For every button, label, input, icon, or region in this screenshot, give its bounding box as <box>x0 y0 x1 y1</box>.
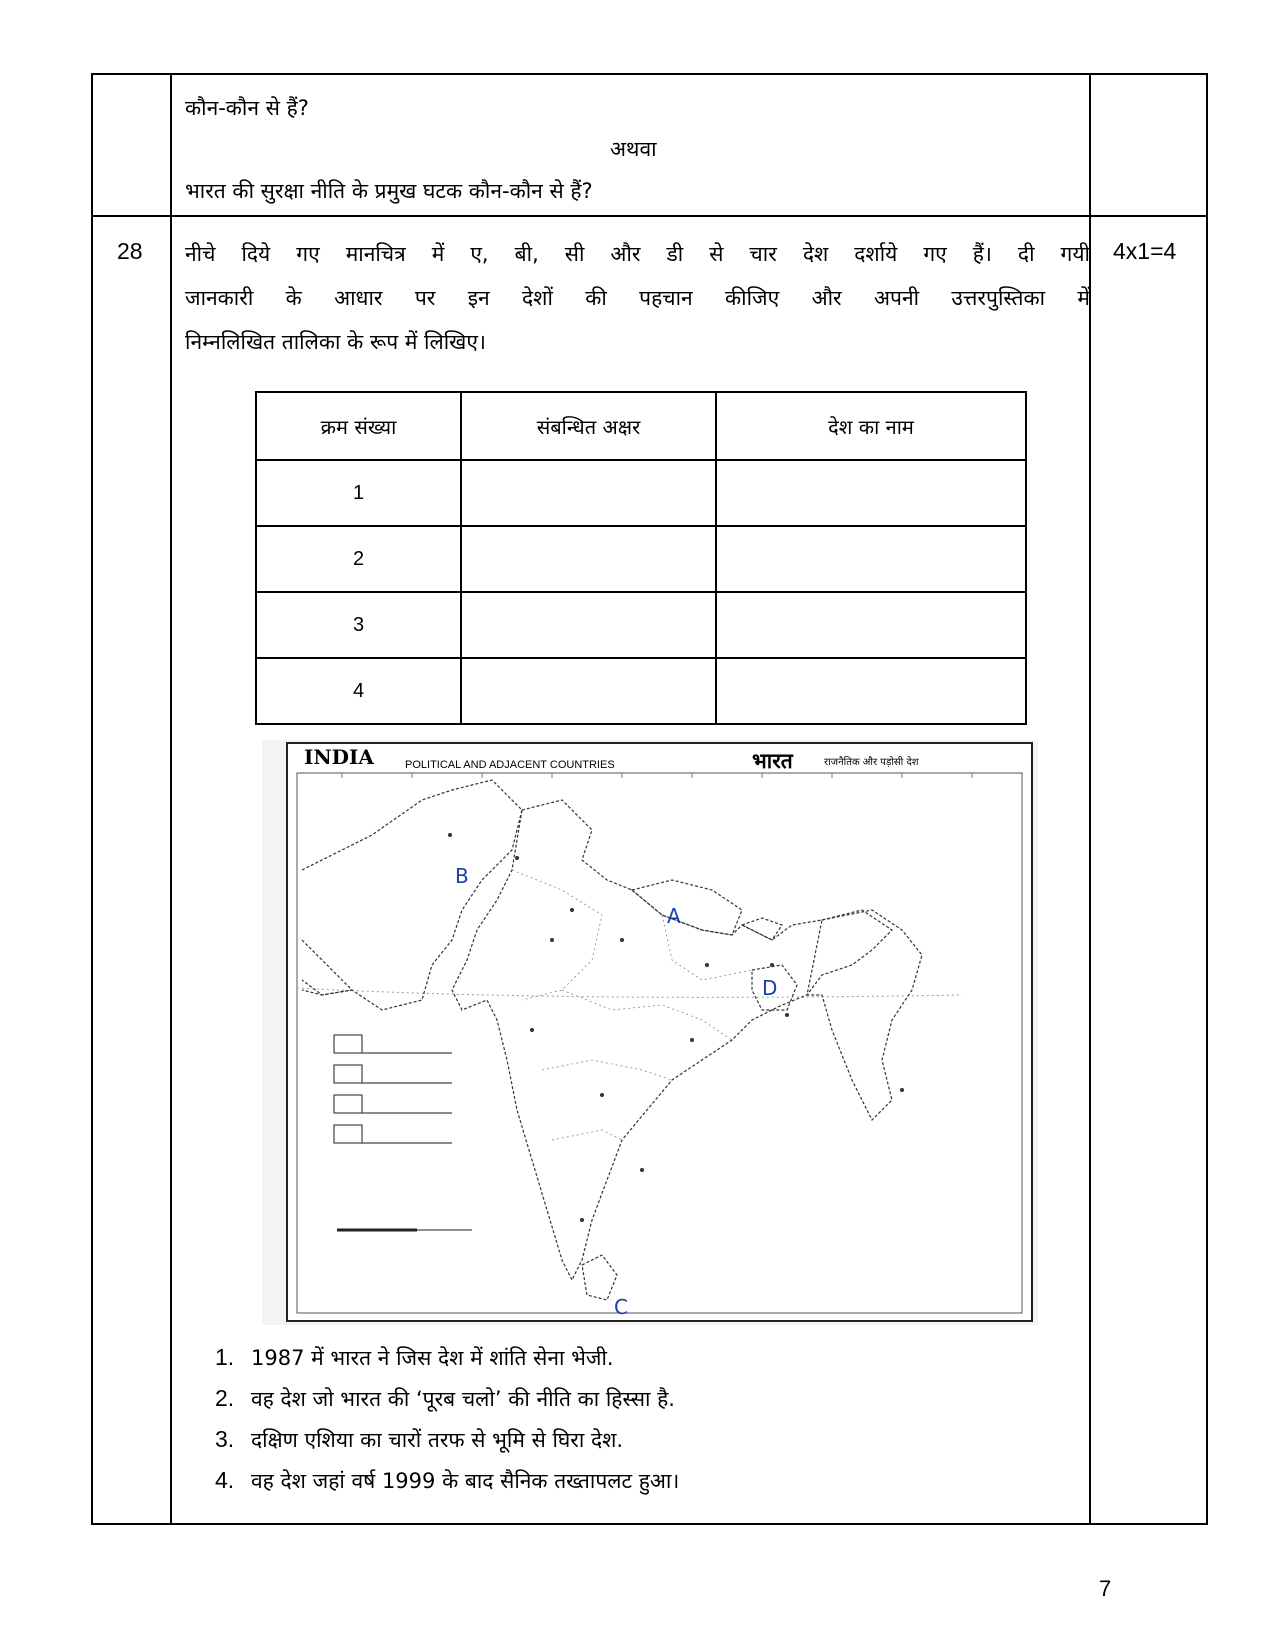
bottom-rule <box>91 1523 1208 1525</box>
list-item <box>215 1378 679 1419</box>
question-marks: 4x1=4 <box>1113 238 1177 264</box>
clue-number: 3. <box>215 1426 235 1452</box>
column-divider-number <box>170 73 172 1523</box>
header-country: देश का नाम <box>716 392 1026 460</box>
header-letter: संबन्धित अक्षर <box>461 392 716 460</box>
header-serial: क्रम संख्या <box>256 392 461 460</box>
clue-text: दक्षिण एशिया का चारों तरफ से भूमि से घिरा देश. <box>251 1428 624 1452</box>
clue-list <box>215 1337 679 1501</box>
clue-number: 1. <box>215 1344 235 1370</box>
table-row <box>256 460 1026 526</box>
map-label-b: B <box>455 864 469 888</box>
country-cell <box>716 658 1026 724</box>
question-number: 28 <box>117 238 143 264</box>
map-label-d: D <box>762 976 778 1000</box>
letter-cell <box>461 592 716 658</box>
list-item <box>215 1337 679 1378</box>
map-border <box>287 743 1032 1321</box>
map-subtitle-en: POLITICAL AND ADJACENT COUNTRIES <box>405 759 615 771</box>
clue-text: वह देश जो भारत की ‘पूरब चलो’ की नीति का हिस्सा है. <box>251 1387 675 1411</box>
country-cell <box>716 460 1026 526</box>
letter-cell <box>461 460 716 526</box>
prev-question-line: कौन-कौन से हैं? <box>185 96 309 120</box>
table-row <box>256 658 1026 724</box>
serial-cell: 2 <box>256 526 461 592</box>
table-row <box>256 592 1026 658</box>
question-line: निम्नलिखित तालिका के रूप में लिखिए। <box>185 330 486 354</box>
map-subtitle-hi: राजनैतिक और पड़ोसी देश <box>824 757 919 768</box>
question-text <box>185 232 1090 364</box>
map-label-c: C <box>614 1295 628 1319</box>
clue-number: 2. <box>215 1385 235 1411</box>
letter-cell <box>461 526 716 592</box>
letter-cell <box>461 658 716 724</box>
list-item <box>215 1419 679 1460</box>
table-row <box>256 526 1026 592</box>
serial-cell: 3 <box>256 592 461 658</box>
answer-table <box>255 391 1027 725</box>
question-line: नीचे दिये गए मानचित्र में ए, बी, सी और डी से चार देश दर्शाये गए हैं। दी गयी <box>185 242 1090 266</box>
map-title-hi: भारत <box>752 749 793 773</box>
serial-cell: 1 <box>256 460 461 526</box>
list-item <box>215 1460 679 1501</box>
row-divider <box>91 215 1208 217</box>
map-title-en: INDIA <box>304 745 374 769</box>
or-label: अथवा <box>610 137 657 161</box>
prev-question-alt: भारत की सुरक्षा नीति के प्रमुख घटक कौन-कौन से हैं? <box>185 179 593 203</box>
country-cell <box>716 592 1026 658</box>
india-political-map <box>262 740 1038 1325</box>
clue-text: वह देश जहां वर्ष 1999 के बाद सैनिक तख्तापलट हुआ। <box>251 1469 680 1493</box>
page-number: 7 <box>1099 1576 1112 1601</box>
country-cell <box>716 526 1026 592</box>
clue-text: 1987 में भारत ने जिस देश में शांति सेना भेजी. <box>251 1346 614 1370</box>
map-label-a: A <box>667 904 681 928</box>
serial-cell: 4 <box>256 658 461 724</box>
question-line: जानकारी के आधार पर इन देशों की पहचान कीजिए और अपनी उत्तरपुस्तिका में <box>185 286 1090 310</box>
clue-number: 4. <box>215 1467 235 1493</box>
